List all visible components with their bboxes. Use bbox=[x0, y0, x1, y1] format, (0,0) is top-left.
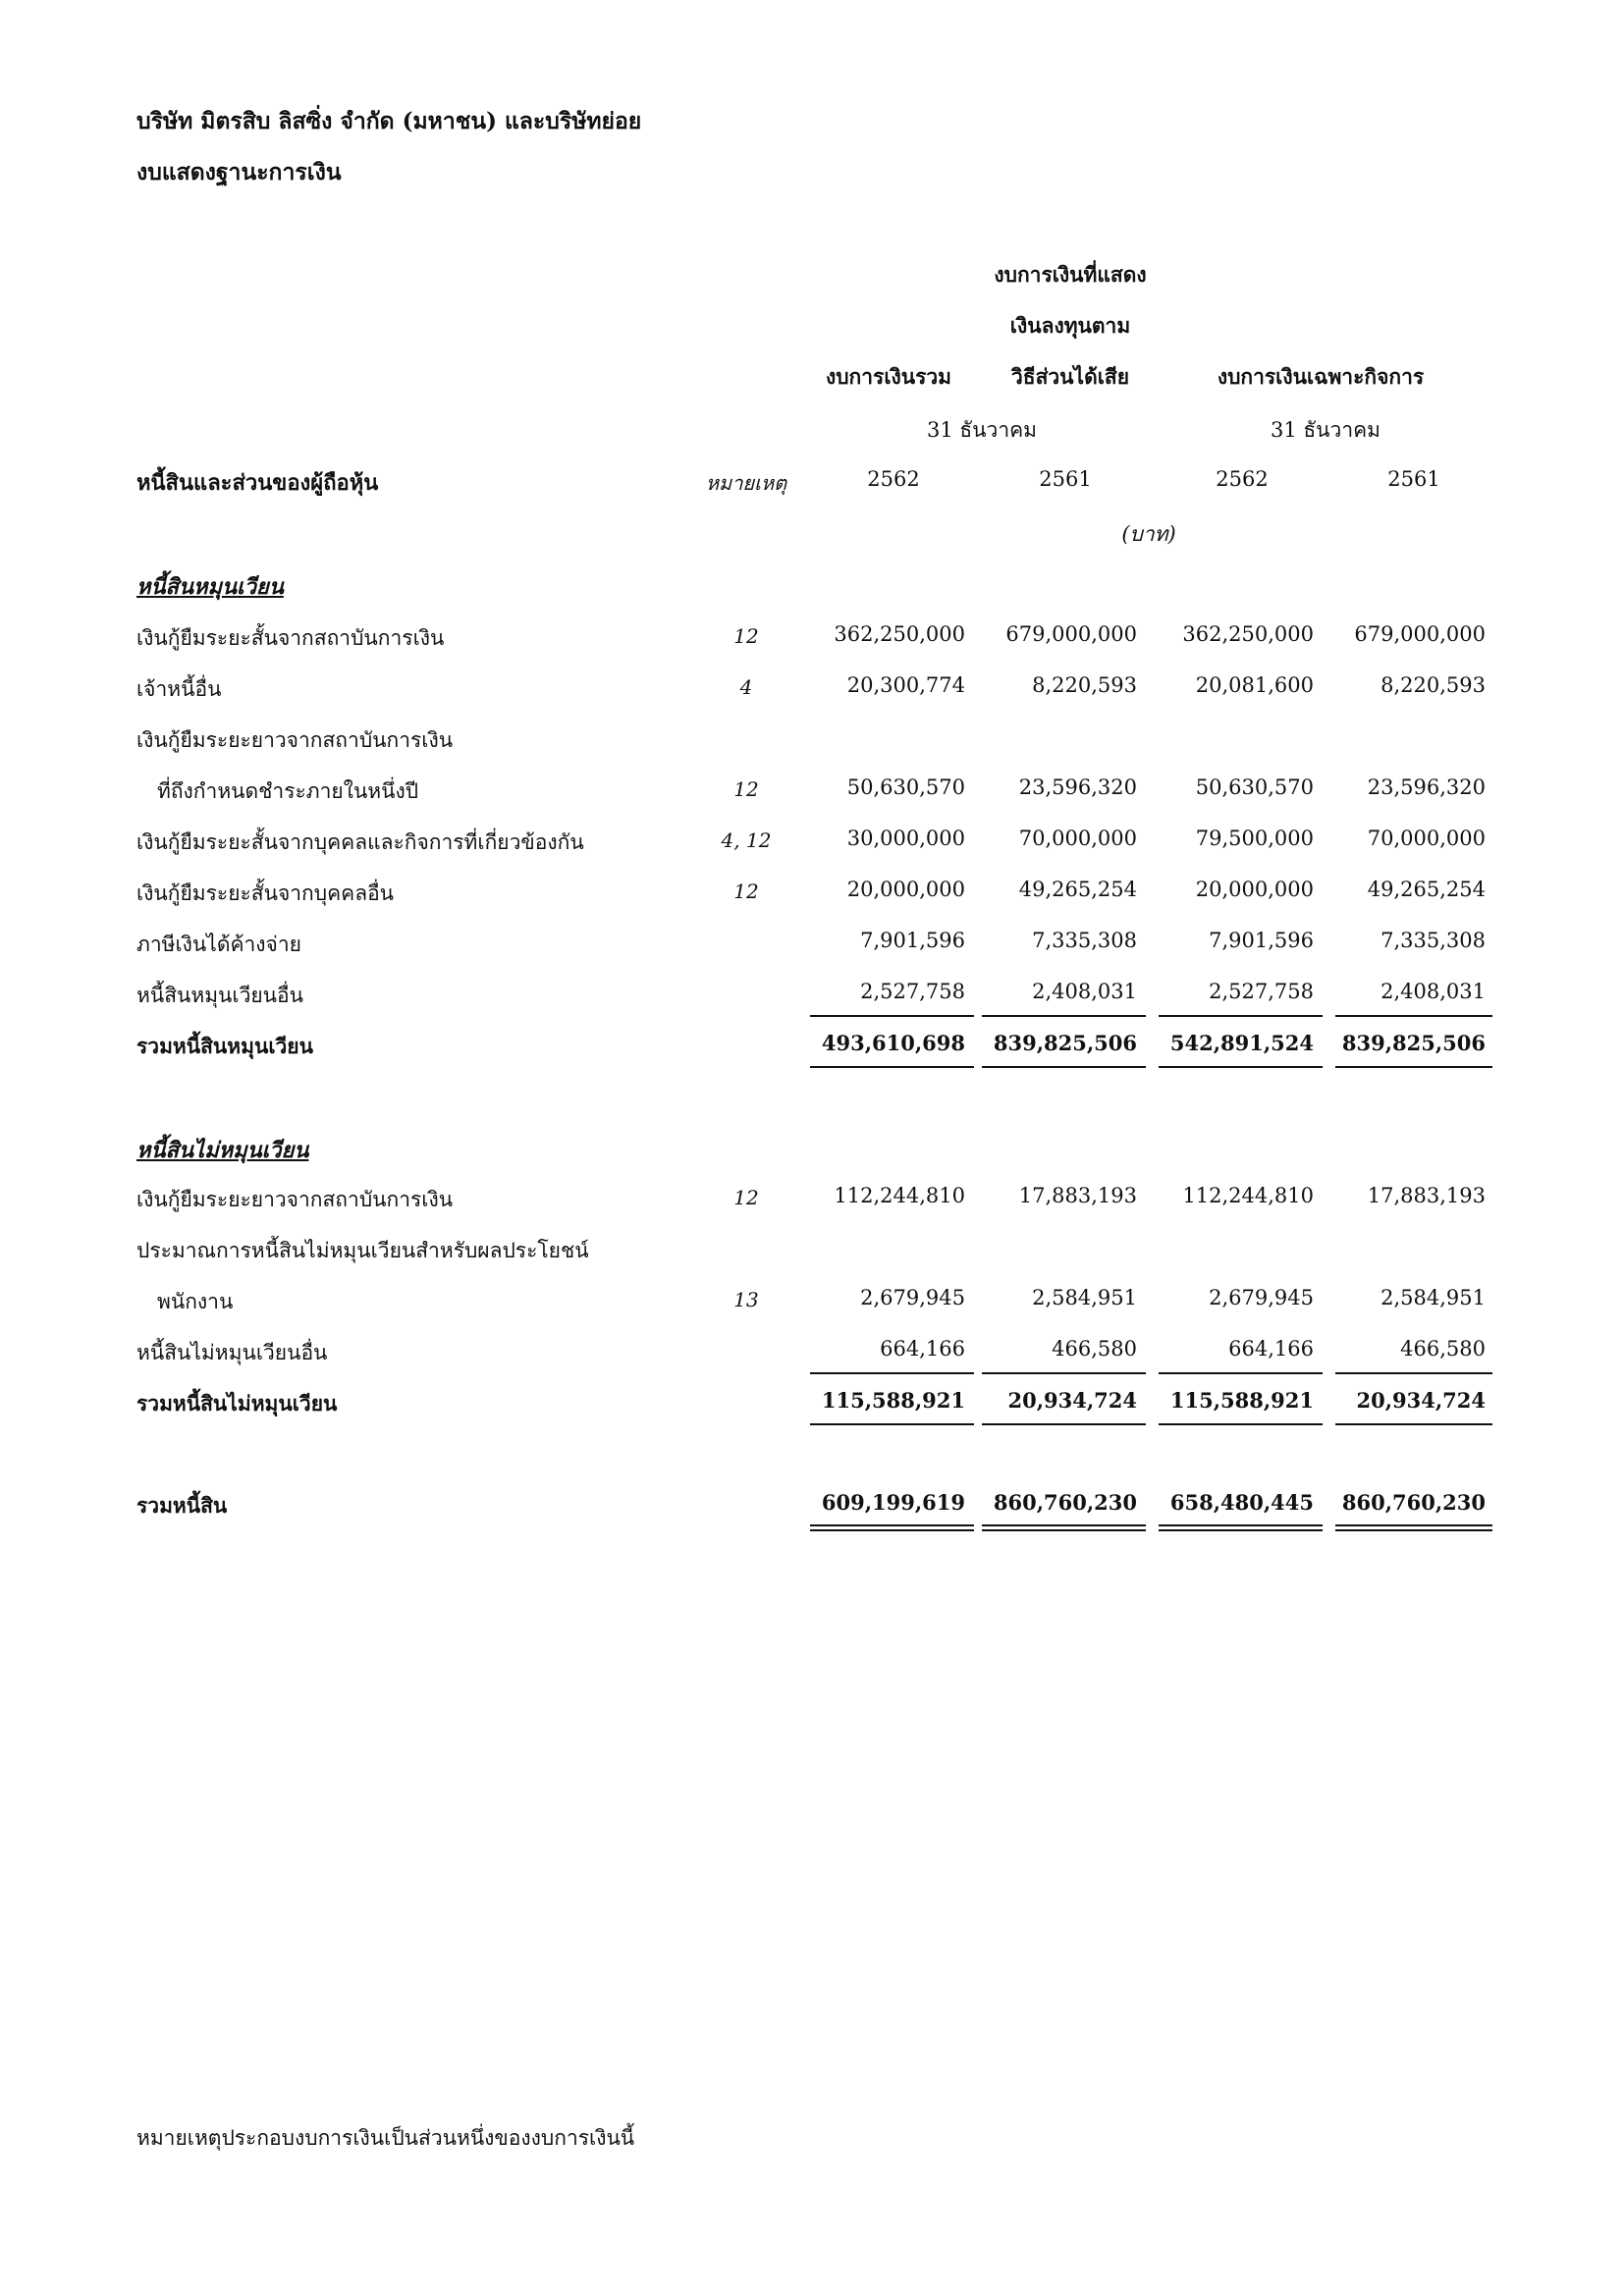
subtotal-rule bbox=[1335, 1372, 1492, 1374]
double-rule bbox=[810, 1524, 974, 1531]
subtotal-rule bbox=[982, 1372, 1146, 1374]
row-value: 112,244,810 bbox=[834, 1184, 965, 1207]
total-value: 839,825,506 bbox=[1341, 1031, 1486, 1055]
total-label: รวมหนี้สินหมุนเวียน bbox=[136, 1034, 313, 1058]
subtotal-rule bbox=[982, 1015, 1146, 1017]
subtotal-rule bbox=[1335, 1015, 1492, 1017]
row-note: 13 bbox=[733, 1288, 759, 1311]
row-value: 17,883,193 bbox=[1018, 1184, 1137, 1207]
row-value: 7,901,596 bbox=[860, 929, 965, 952]
double-rule bbox=[982, 1524, 1146, 1531]
row-label: ประมาณการหนี้สินไม่หมุนเวียนสำหรับผลประโยชน์ bbox=[136, 1239, 589, 1262]
total-rule bbox=[1335, 1423, 1492, 1425]
row-label: เงินกู้ยืมระยะยาวจากสถาบันการเงิน bbox=[136, 728, 454, 752]
row-value: 664,166 bbox=[880, 1337, 965, 1361]
double-rule bbox=[1335, 1524, 1492, 1531]
row-value: 2,527,758 bbox=[1209, 980, 1314, 1003]
footer-note: หมายเหตุประกอบงบการเงินเป็นส่วนหนึ่งของงบการเงินนี้ bbox=[136, 2126, 635, 2150]
total-rule bbox=[810, 1066, 974, 1068]
row-value: 17,883,193 bbox=[1367, 1184, 1486, 1207]
year-col1: 2562 bbox=[867, 467, 920, 491]
row-value: 20,000,000 bbox=[1195, 878, 1314, 901]
row-value: 362,250,000 bbox=[834, 622, 965, 646]
year-col4: 2561 bbox=[1387, 467, 1440, 491]
row-value: 466,580 bbox=[1052, 1337, 1137, 1361]
row-value: 7,335,308 bbox=[1032, 929, 1137, 952]
row-value: 362,250,000 bbox=[1182, 622, 1314, 646]
note-column-label: หมายเหตุ bbox=[705, 471, 787, 495]
double-rule bbox=[1159, 1524, 1323, 1531]
row-label: เงินกู้ยืมระยะสั้นจากบุคคลอื่น bbox=[136, 881, 395, 905]
row-note: 12 bbox=[733, 1186, 759, 1209]
row-value: 2,408,031 bbox=[1380, 980, 1486, 1003]
total-value: 839,825,506 bbox=[993, 1031, 1137, 1055]
row-value: 50,630,570 bbox=[846, 775, 965, 799]
equity-method-header-line1: งบการเงินที่แสดง bbox=[994, 262, 1147, 287]
row-label: หนี้สินหมุนเวียนอื่น bbox=[136, 984, 304, 1007]
row-value: 49,265,254 bbox=[1018, 878, 1137, 901]
total-value: 20,934,724 bbox=[1007, 1388, 1137, 1413]
row-value: 20,000,000 bbox=[846, 878, 965, 901]
unit-label: (บาท) bbox=[1121, 522, 1176, 546]
grand-total-value: 609,199,619 bbox=[821, 1490, 965, 1515]
total-value: 115,588,921 bbox=[821, 1388, 965, 1413]
row-label: เงินกู้ยืมระยะยาวจากสถาบันการเงิน bbox=[136, 1188, 454, 1211]
year-col2: 2561 bbox=[1039, 467, 1092, 491]
row-value: 79,500,000 bbox=[1195, 827, 1314, 850]
row-label: เงินกู้ยืมระยะสั้นจากบุคคลและกิจการที่เกี่ยวข้องกัน bbox=[136, 830, 584, 854]
total-value: 542,891,524 bbox=[1169, 1031, 1314, 1055]
row-note: 4, 12 bbox=[721, 828, 772, 852]
row-value: 7,335,308 bbox=[1380, 929, 1486, 952]
equity-method-header-line2: เงินลงทุนตาม bbox=[1009, 313, 1131, 338]
row-value: 49,265,254 bbox=[1367, 878, 1486, 901]
grand-total-label: รวมหนี้สิน bbox=[136, 1493, 228, 1518]
equity-method-header-line3: วิธีส่วนได้เสีย bbox=[1010, 364, 1130, 389]
company-name: บริษัท มิตรสิบ ลิสซิ่ง จำกัด (มหาชน) และบริษัทย่อย bbox=[136, 108, 642, 134]
statement-title: งบแสดงฐานะการเงิน bbox=[136, 159, 342, 186]
subtotal-rule bbox=[1159, 1372, 1323, 1374]
total-rule bbox=[1335, 1066, 1492, 1068]
subtotal-rule bbox=[810, 1372, 974, 1374]
total-rule bbox=[1159, 1423, 1323, 1425]
row-value: 2,679,945 bbox=[860, 1286, 965, 1309]
row-note: 12 bbox=[733, 777, 759, 801]
row-value: 679,000,000 bbox=[1005, 622, 1137, 646]
noncurrent-liabilities-title: หนี้สินไม่หมุนเวียน bbox=[136, 1138, 309, 1163]
row-value: 2,584,951 bbox=[1380, 1286, 1486, 1309]
subtotal-rule bbox=[1159, 1015, 1323, 1017]
row-value: 70,000,000 bbox=[1018, 827, 1137, 850]
total-rule bbox=[982, 1066, 1146, 1068]
row-value: 70,000,000 bbox=[1367, 827, 1486, 850]
row-value: 2,584,951 bbox=[1032, 1286, 1137, 1309]
total-value: 20,934,724 bbox=[1356, 1388, 1486, 1413]
row-value: 23,596,320 bbox=[1367, 775, 1486, 799]
total-rule bbox=[982, 1423, 1146, 1425]
row-label: ที่ถึงกำหนดชำระภายในหนึ่งปี bbox=[157, 779, 419, 803]
section-title: หนี้สินและส่วนของผู้ถือหุ้น bbox=[136, 470, 379, 496]
row-label: ภาษีเงินได้ค้างจ่าย bbox=[136, 933, 301, 956]
row-value: 30,000,000 bbox=[846, 827, 965, 850]
total-rule bbox=[810, 1423, 974, 1425]
row-value: 7,901,596 bbox=[1209, 929, 1314, 952]
subtotal-rule bbox=[810, 1015, 974, 1017]
consolidated-header: งบการเงินรวม bbox=[825, 364, 952, 389]
year-col3: 2562 bbox=[1216, 467, 1269, 491]
row-note: 12 bbox=[733, 624, 759, 648]
row-value: 664,166 bbox=[1228, 1337, 1314, 1361]
current-liabilities-title: หนี้สินหมุนเวียน bbox=[136, 574, 284, 600]
row-note: 12 bbox=[733, 880, 759, 903]
separate-header: งบการเงินเฉพาะกิจการ bbox=[1217, 364, 1425, 389]
row-label: เจ้าหนี้อื่น bbox=[136, 677, 222, 701]
row-value: 50,630,570 bbox=[1195, 775, 1314, 799]
row-label: หนี้สินไม่หมุนเวียนอื่น bbox=[136, 1341, 328, 1364]
row-label: เงินกู้ยืมระยะสั้นจากสถาบันการเงิน bbox=[136, 626, 445, 650]
row-value: 23,596,320 bbox=[1018, 775, 1137, 799]
date-left: 31 ธันวาคม bbox=[926, 418, 1038, 442]
row-label: พนักงาน bbox=[157, 1290, 234, 1313]
total-value: 493,610,698 bbox=[821, 1031, 965, 1055]
row-note: 4 bbox=[739, 675, 753, 699]
row-value: 20,081,600 bbox=[1195, 673, 1314, 697]
total-label: รวมหนี้สินไม่หมุนเวียน bbox=[136, 1391, 338, 1415]
total-value: 115,588,921 bbox=[1169, 1388, 1314, 1413]
date-right: 31 ธันวาคม bbox=[1270, 418, 1381, 442]
row-value: 466,580 bbox=[1400, 1337, 1486, 1361]
grand-total-value: 860,760,230 bbox=[993, 1490, 1137, 1515]
row-value: 2,408,031 bbox=[1032, 980, 1137, 1003]
row-value: 2,679,945 bbox=[1209, 1286, 1314, 1309]
row-value: 679,000,000 bbox=[1354, 622, 1486, 646]
row-value: 20,300,774 bbox=[846, 673, 965, 697]
grand-total-value: 658,480,445 bbox=[1169, 1490, 1314, 1515]
grand-total-value: 860,760,230 bbox=[1341, 1490, 1486, 1515]
row-value: 112,244,810 bbox=[1182, 1184, 1314, 1207]
total-rule bbox=[1159, 1066, 1323, 1068]
row-value: 8,220,593 bbox=[1380, 673, 1486, 697]
row-value: 8,220,593 bbox=[1032, 673, 1137, 697]
row-value: 2,527,758 bbox=[860, 980, 965, 1003]
